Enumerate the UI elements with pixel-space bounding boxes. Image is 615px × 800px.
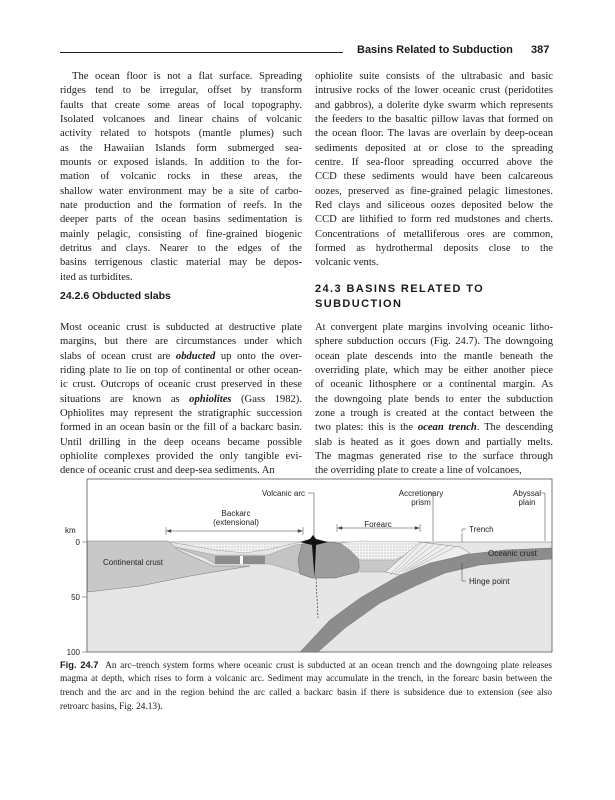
section-heading-basins	[315, 282, 484, 311]
label-volcanic-arc: Volcanic arc	[261, 489, 305, 498]
label-plain: plain	[518, 498, 536, 507]
text-line: The ocean floor is not a flat surface. Spreading	[72, 71, 302, 82]
text-line: CCD these sediments would have been calcareous	[315, 171, 553, 183]
section-heading-line: SUBDUCTION	[315, 297, 403, 310]
label-hinge-point: Hinge point	[469, 577, 510, 586]
label-forearc: Forearc	[364, 520, 392, 529]
label-trench: Trench	[469, 525, 494, 534]
caption-line: magma at depth, which rises to form a volcanic arc. Sediment may accumulate in the trench, in the forearc basin between the	[60, 674, 552, 685]
text-line: mainly pelagic, consisting of fine-grained biogenic	[60, 228, 302, 240]
text-line: ic crust. Outcrops of oceanic crust preserved in these	[60, 379, 302, 391]
axis-tick: 100	[66, 648, 80, 657]
section-heading-obducted-slabs: 24.2.6 Obducted slabs	[60, 290, 171, 302]
text-line: Concentrations of metalliferous ores are common,	[315, 228, 553, 240]
text-line: Isolated volcanoes and linear chains of volcanic	[60, 114, 302, 126]
text-line: intrusive rocks of the lower oceanic crust (peridotites	[315, 85, 553, 97]
text-line: two plates: this is the ocean trench. The descending	[315, 422, 553, 434]
text-line: deeper parts of the ocean basins sedimentation is	[60, 214, 302, 226]
text-line: mation of volcanic rocks in these areas, the	[60, 171, 302, 183]
text-line: slabs of ocean crust are obducted up onto the over-	[60, 350, 302, 362]
text-line: Until drilling in the deep oceans became possible	[60, 436, 302, 448]
page-number: 387	[531, 44, 550, 56]
text-line: ited as turbidites.	[60, 271, 133, 283]
axis-unit: km	[65, 526, 76, 535]
text-line: ophiolite suite consists of the ultrabasic and basic	[315, 71, 553, 82]
text-line: faults that create some areas of local topography.	[60, 99, 302, 111]
text-line: CCD are lithified to form red mudstones and cherts.	[315, 214, 553, 226]
label-abyssal: Abyssal	[512, 489, 542, 498]
text-line: zone a trough is created at the contact between the	[315, 408, 553, 420]
label-prism: prism	[411, 498, 431, 507]
emphasized-term: ophiolites	[189, 393, 232, 405]
text-line: activity related to hotspots (mantle plumes) such	[60, 128, 302, 140]
text-line: sphere subduction occurs (Fig. 24.7). The downgoing	[315, 336, 553, 348]
text-line: the ocean floor. The lavas are overlain by deep-ocean	[315, 128, 553, 140]
text-line: as the Hawaiian Islands form submerged sea-	[60, 142, 302, 154]
text-line: At convergent plate margins involving oceanic litho-	[315, 322, 553, 333]
text-line: the downgoing plate bends to enter the subduction	[315, 393, 553, 405]
text-line: oozes, preserved as fine-grained pelagic limestones.	[315, 185, 553, 197]
caption-line: retroarc basins, Fig. 24.13).	[60, 702, 163, 713]
axis-tick: 50	[71, 593, 80, 602]
left-para-1	[60, 70, 302, 285]
text-line: formed as hydrothermal deposits close to the	[315, 243, 553, 255]
caption-line	[60, 658, 552, 672]
running-title: Basins Related to Subduction	[357, 44, 513, 56]
text-line: Red clays and siliceous oozes deposited below the	[315, 200, 553, 212]
text-line: dence of oceanic crust and deep-sea sediments. An	[60, 465, 275, 477]
text-line: formed in an ocean basin or the fill of a backarc basin.	[60, 422, 302, 434]
arc-trench-figure	[40, 470, 560, 660]
text-line: the feeders to the basaltic pillow lavas that formed on	[315, 114, 553, 126]
text-line: shallow water environment may be a site of carbo-	[60, 185, 302, 197]
text-line: margins, but there are circumstances under which	[60, 336, 302, 348]
text-line: and gabbros), a dolerite dyke swarm which represents	[315, 99, 553, 111]
text-line: ridges tend to be irregular, offset by transform	[60, 85, 302, 97]
emphasized-term: ocean trench	[417, 422, 477, 434]
right-para-1	[315, 70, 553, 271]
section-heading-line: 24.3 BASINS RELATED TO	[315, 283, 485, 295]
emphasized-term: obducted	[175, 350, 216, 362]
text-line: situations are known as ophiolites (Gass 1982).	[60, 393, 302, 405]
label-oceanic-crust: Oceanic crust	[488, 549, 537, 558]
label-backarc: Backarc	[221, 509, 251, 518]
text-line: mounts or exposed islands. In addition to the for-	[60, 157, 302, 169]
label-extensional: (extensional)	[213, 518, 259, 527]
text-line: of oceanic lithosphere or a continental margin. As	[315, 379, 553, 391]
left-para-2	[60, 321, 302, 479]
text-line: sediments deposited at or close to the spreading	[315, 142, 553, 154]
text-line: volcanic vents.	[315, 257, 379, 269]
caption-text: An arc–trench system forms where oceanic crust is subducted at an ocean trench and the downgoing plate releases	[105, 661, 552, 671]
label-accretionary: Accretionary	[398, 489, 444, 498]
text-line: slab is heated as it goes down and partially melts.	[315, 436, 553, 448]
header-rule	[60, 52, 343, 53]
text-line: the overriding plate to create a line of volcanoes,	[315, 465, 522, 477]
axis-tick: 0	[75, 538, 80, 547]
text-line: basins terrigenous clastic material may be depos-	[60, 257, 302, 269]
text-line: detritus and clays. Nearer to the edges of the	[60, 243, 302, 255]
right-para-2	[315, 321, 553, 479]
text-line: riding plate to lie on top of continental or other ocean-	[60, 365, 302, 377]
text-line: Most oceanic crust is subducted at destructive plate	[60, 322, 302, 333]
text-line: The magmas generated rise to the surface through	[315, 451, 553, 463]
figure-caption	[60, 658, 552, 714]
text-line: overriding plate, which may be either another piece	[315, 365, 553, 377]
text-line: centre. If sea-floor spreading occurred above the	[315, 157, 553, 169]
text-line: Ophiolites may represent the stratigraphic succession	[60, 408, 302, 420]
depth-ticks	[82, 542, 87, 652]
spreading-gap	[240, 556, 243, 564]
text-line: nate production and the formation of reefs. In the	[60, 200, 302, 212]
text-line: ophiolite complexes provided the only tangible evi-	[60, 451, 302, 463]
text-line: ocean plate descends into the mantle beneath the	[315, 350, 553, 362]
caption-line: trench and the arc and in the region behind the arc called a backarc basin if there is subsidence due to extension (see also	[60, 688, 552, 699]
figure-label: Fig. 24.7	[60, 660, 99, 670]
label-continental-crust: Continental crust	[103, 558, 164, 567]
